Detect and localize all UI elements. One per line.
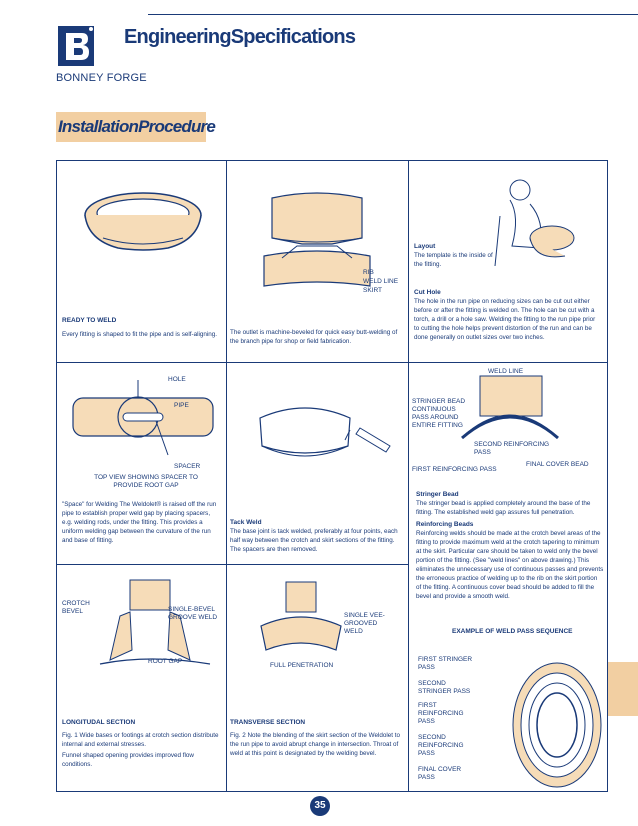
second-reinforcing-label: SECOND REINFORCING PASS	[474, 441, 550, 456]
weld-line-label: WELD LINE	[363, 278, 399, 285]
cut-text: The hole in the run pipe on reducing sizes can be cut out either before or after the fitting is welded on. The hole can be cut with a torch, a drill or a hole saw. Welding the fitting to the run pipe prior to cutting the hole helps prevent distortion of the run and can be done generally on outlet sizes over two inches.	[414, 298, 596, 341]
first-reinforcing-label: FIRST REINFORCING PASS	[412, 466, 497, 473]
reinf-text: Reinforcing welds should be made at the crotch bevel areas of the fitting to provide maximum weld at the crotch tapering to minimum at the skirt. Particular care should be taken to weld only the bevel portion of the fitting. (See "weld lines" on above drawing.) This eliminates the unnecessary use of continuous passes and prevents the erroneous practice of welding up to the rib on the skirt portion of the fitting. A continuous cover bead should be added to fill the bevel and provide a smooth weld.	[416, 530, 604, 600]
root-gap-label: ROOT GAP	[148, 658, 183, 665]
welder-illustration	[490, 176, 580, 266]
panel4-text: "Space" for Welding The Weldolet® is raised off the run pipe to establish proper weld gap by placing spacers, e.g. welding rods, under the fitting. This provides a uniform welding gap between the curvature of the run and base of fitting.	[62, 501, 217, 544]
panel7-text1: Fig. 1 Wide bases or footings at crotch section distribute internal and external stresses.	[62, 732, 219, 748]
panel2-text: The outlet is machine-beveled for quick easy butt-welding of the branch pipe for shop or field fabrication.	[230, 329, 398, 345]
single-vee-label: SINGLE VEE-GROOVED WELD	[344, 612, 385, 635]
panel7-text2: Funnel shaped opening provides improved flow conditions.	[62, 752, 194, 768]
rib-label: RIB	[363, 269, 374, 276]
layout-heading: Layout	[414, 243, 436, 250]
panel1-text: Every fitting is shaped to fit the pipe and is self-aligning.	[62, 331, 218, 338]
weld-pass-illustration	[460, 376, 560, 446]
stringer-heading: Stringer Bead	[416, 491, 459, 498]
example-heading: EXAMPLE OF WELD PASS SEQUENCE	[452, 628, 573, 635]
layout-text: The template is the inside of the fitting.	[414, 252, 493, 268]
outlet-illustration	[262, 186, 372, 296]
cut-block	[414, 288, 602, 342]
header-rule	[148, 14, 638, 15]
stringer-bead-label: STRINGER BEAD CONTINUOUS PASS AROUND ENTIRE FITTING	[412, 398, 466, 429]
reinf-heading: Reinforcing Beads	[416, 521, 474, 528]
weld-line-label-2: WELD LINE	[488, 368, 524, 375]
pipe-label: PIPE	[174, 402, 189, 409]
top-view-caption: TOP VIEW SHOWING SPACER TO PROVIDE ROOT GAP	[94, 474, 198, 489]
grid-divider	[408, 160, 409, 792]
panel8-heading: TRANSVERSE SECTION	[230, 719, 306, 726]
sequence-item-2: SECOND STRINGER PASS	[418, 680, 471, 695]
sequence-item-4: SECOND REINFORCING PASS	[418, 734, 464, 757]
tack-weld-illustration	[250, 400, 400, 470]
page-number: 35	[310, 796, 330, 816]
sequence-item-5: FINAL COVER PASS	[418, 766, 462, 781]
hole-label: HOLE	[168, 376, 186, 383]
grid-divider	[56, 362, 608, 363]
panel8-text: Fig. 2 Note the blending of the skirt section of the Weldolet to the run pipe to avoid abrupt change in intersection. Throat of weld at this point is designated by the welding bevel.	[230, 732, 400, 757]
pipe-spacer-illustration	[68, 380, 218, 460]
panel5-caption	[230, 518, 400, 554]
panel7-caption	[62, 718, 222, 769]
sequence-item-3: FIRST REINFORCING PASS	[418, 702, 464, 725]
panel5-text: The base joint is tack welded, preferably at four points, each half way between the crotch and skirt sections of the fitting. The spacers are then removed.	[230, 528, 398, 553]
crotch-bevel-label: CROTCH BEVEL	[62, 600, 90, 615]
stringer-text: The stringer bead is applied completely around the base of the fitting. The established weld gap assures full penetration.	[416, 500, 591, 516]
brand-name: BONNEY FORGE	[56, 72, 147, 84]
section-title: InstallationProcedure	[58, 117, 216, 136]
panel1-caption	[62, 316, 222, 339]
single-bevel-label: SINGLE-BEVEL GROOVE WELD	[168, 606, 218, 621]
side-tab	[608, 662, 638, 716]
skirt-label: SKIRT	[363, 287, 383, 294]
final-cover-label: FINAL COVER BEAD	[526, 461, 589, 468]
layout-block	[414, 242, 494, 269]
panel8-caption	[230, 718, 400, 758]
fitting-illustration	[78, 180, 208, 260]
grid-divider	[56, 564, 408, 565]
weld-sequence-illustration	[510, 660, 604, 790]
transverse-section-illustration	[256, 580, 346, 660]
cut-heading: Cut Hole	[414, 289, 441, 296]
panel1-heading: READY TO WELD	[62, 317, 117, 324]
bonney-forge-logo-icon	[58, 26, 94, 66]
grid-divider	[226, 160, 227, 792]
full-penetration-label: FULL PENETRATION	[270, 662, 334, 669]
sequence-item-1: FIRST STRINGER PASS	[418, 656, 473, 671]
page-title: EngineeringSpecifications	[124, 26, 356, 48]
spacer-label: SPACER	[174, 463, 201, 470]
panel7-heading: LONGITUDAL SECTION	[62, 719, 136, 726]
panel6-text-block	[416, 490, 604, 601]
panel5-heading: Tack Weld	[230, 519, 262, 526]
